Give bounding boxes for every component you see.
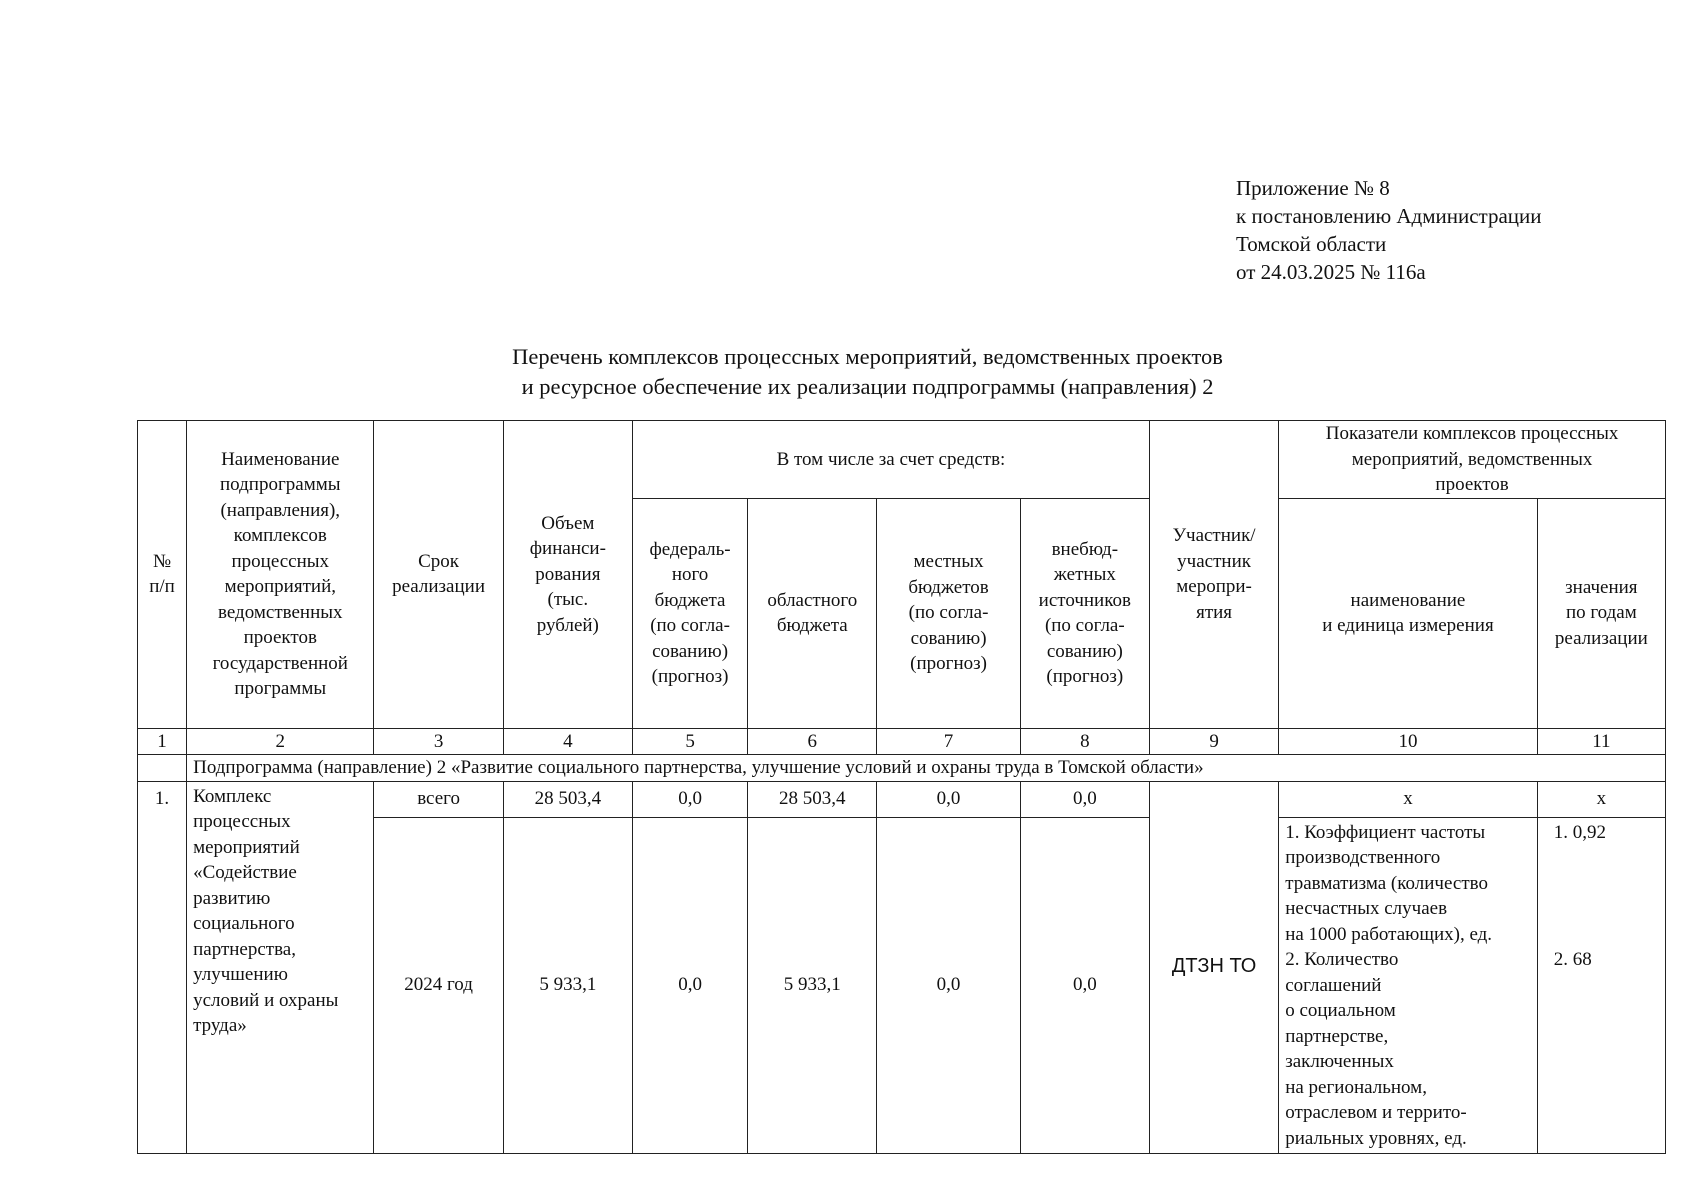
header-col-regional [748, 498, 877, 728]
column-number: 11 [1537, 728, 1665, 754]
text-line: (по согла- [650, 615, 730, 636]
total-volume: 28 503,4 [503, 781, 632, 817]
header-col-local [877, 498, 1020, 728]
text-line: сованию) [1046, 640, 1123, 662]
column-number: 1 [138, 728, 187, 754]
text-line: ного [671, 564, 709, 585]
column-number: 6 [748, 728, 877, 754]
total-period: всего [374, 781, 503, 817]
text-line: финанси- [529, 538, 606, 559]
text-line: сованию) [910, 627, 987, 649]
header-col-volume [503, 421, 632, 729]
year-volume: 5 933,1 [503, 817, 632, 1153]
text-line: бюджетов [908, 576, 989, 598]
column-number: 7 [877, 728, 1020, 754]
indicator-values [1537, 817, 1665, 1153]
text-line: программы [234, 678, 327, 700]
appendix-line-3: Томской области [1236, 232, 1387, 256]
text-line: Срок [418, 550, 460, 572]
text-line: проектов [1435, 474, 1509, 495]
text-line: государственной [212, 652, 348, 674]
text-line: местных [913, 551, 984, 573]
text-line: областного [767, 589, 858, 611]
text-line: (прогноз) [1046, 666, 1124, 687]
text-line: отраслевом и террито- [1285, 1102, 1467, 1123]
text-line: Наименование [221, 448, 340, 470]
text-line: на 1000 работающих), ед. [1285, 923, 1493, 945]
total-indicator: х [1279, 781, 1538, 817]
appendix-line-4: от 24.03.2025 № 116а [1236, 260, 1426, 284]
column-number: 8 [1020, 728, 1149, 754]
text-line: № [152, 550, 172, 572]
header-col-indicator-values [1537, 498, 1665, 728]
text-line: развитию [193, 887, 271, 909]
text-line: меропри- [1176, 576, 1252, 598]
text-line: условий и охраны [193, 989, 339, 1011]
text-line: Комплекс [193, 785, 272, 807]
text-line: (по согла- [1044, 615, 1125, 636]
header-group-funding: В том числе за счет средств: [632, 421, 1149, 499]
text-line: рублей) [536, 614, 599, 636]
text-line: Показатели комплексов процессных [1325, 423, 1619, 444]
text-line: внебюд- [1051, 538, 1119, 560]
indicator-value-1: 1. 0,92 [1553, 821, 1606, 843]
total-federal: 0,0 [632, 781, 747, 817]
column-number: 4 [503, 728, 632, 754]
text-line: сованию) [652, 640, 729, 662]
indicator-value-spacer [1552, 845, 1663, 947]
text-line: реализации [392, 576, 485, 598]
header-col-federal [632, 498, 747, 728]
column-number: 3 [374, 728, 503, 754]
text-line: комплексов [233, 525, 327, 547]
text-line: (прогноз) [910, 653, 987, 675]
text-line: подпрограммы [220, 474, 341, 496]
column-number: 10 [1279, 728, 1538, 754]
text-line: улучшению [193, 964, 288, 985]
header-col-participant [1149, 421, 1278, 729]
text-line: о социальном [1285, 1000, 1396, 1021]
subprogram-row [138, 754, 1666, 781]
text-line: Объем [541, 512, 595, 534]
header-group-indicators [1279, 421, 1666, 499]
text-line: ведомственных [218, 601, 343, 623]
text-line: наименование [1350, 589, 1466, 611]
text-line: труда» [193, 1015, 247, 1036]
year-local: 0,0 [877, 817, 1020, 1153]
year-regional: 5 933,1 [748, 817, 877, 1153]
text-line: (направления), [220, 499, 341, 521]
text-line: (по согла- [908, 602, 989, 624]
text-line: по годам [1565, 602, 1637, 624]
text-line: п/п [149, 576, 175, 598]
total-local: 0,0 [877, 781, 1020, 817]
title-line-1: Перечень комплексов процессных мероприятий, ведомственных проектов [512, 344, 1223, 369]
text-line: мероприятий, [224, 576, 336, 598]
text-line: производственного [1285, 847, 1441, 868]
text-line: значения [1565, 576, 1638, 598]
appendix-line-2: к постановлению Администрации [1236, 204, 1542, 228]
indicator-names [1279, 817, 1538, 1153]
text-line: Участник/ [1172, 525, 1256, 547]
year-period: 2024 год [374, 817, 503, 1153]
text-line: источников [1038, 589, 1131, 611]
text-line: травматизма (количество [1285, 872, 1488, 894]
column-numbers-row [138, 728, 1666, 754]
subprogram-title: Подпрограмма (направление) 2 «Развитие социального партнерства, улучшение условий и охраны труда в Томской области» [187, 754, 1666, 781]
appendix-block [1236, 174, 1542, 286]
total-indicator-value: х [1537, 781, 1665, 817]
appendix-line-1: Приложение № 8 [1236, 176, 1390, 200]
column-number: 5 [632, 728, 747, 754]
header-row-1 [138, 421, 1666, 499]
text-line: «Содействие [193, 862, 297, 883]
text-line: и единица измерения [1322, 615, 1494, 636]
text-line: бюджета [776, 615, 848, 636]
text-line: риальных уровнях, ед. [1285, 1127, 1467, 1149]
row-number: 1. [138, 781, 187, 1153]
text-line: процессных [193, 811, 291, 832]
year-federal: 0,0 [632, 817, 747, 1153]
text-line: жетных [1053, 564, 1116, 585]
text-line: на региональном, [1285, 1076, 1427, 1098]
text-line: 2. Количество [1285, 949, 1399, 970]
text-line: соглашений [1285, 974, 1382, 996]
text-line: 1. Коэффициент частоты [1285, 821, 1486, 843]
text-line: социального [193, 913, 295, 934]
text-line: рования [535, 563, 601, 585]
text-line: проектов [243, 627, 317, 649]
header-col-period [374, 421, 503, 729]
total-regional: 28 503,4 [748, 781, 877, 817]
text-line: заключенных [1285, 1051, 1394, 1072]
text-line: участник [1177, 550, 1251, 572]
header-col-indicator-name [1279, 498, 1538, 728]
table-row-total [138, 781, 1666, 817]
text-line: процессных [231, 550, 330, 572]
header-col-name [187, 421, 374, 729]
text-line: партнерства, [193, 938, 296, 960]
text-line: (тыс. [547, 589, 589, 610]
indicator-value-2: 2. 68 [1553, 949, 1592, 970]
text-line: реализации [1554, 627, 1648, 649]
year-extrabudget: 0,0 [1020, 817, 1149, 1153]
participant-cell: ДТЗН ТО [1149, 781, 1278, 1153]
activity-name [187, 781, 374, 1153]
column-number: 9 [1149, 728, 1278, 754]
title-line-2: и ресурсное обеспечение их реализации подпрограммы (направления) 2 [521, 374, 1214, 399]
column-number: 2 [187, 728, 374, 754]
text-line: мероприятий [193, 836, 300, 858]
text-line: бюджета [654, 589, 726, 611]
text-line: федераль- [649, 538, 731, 560]
text-line: ятия [1196, 601, 1233, 623]
header-col-extrabudget [1020, 498, 1149, 728]
activities-table [137, 420, 1666, 1154]
header-col-number [138, 421, 187, 729]
text-line: несчастных случаев [1285, 898, 1448, 919]
subprogram-number-cell [138, 754, 187, 781]
document-title [0, 342, 1698, 402]
text-line: партнерстве, [1285, 1025, 1389, 1047]
text-line: мероприятий, ведомственных [1351, 448, 1593, 470]
total-extrabudget: 0,0 [1020, 781, 1149, 817]
text-line: (прогноз) [651, 666, 729, 687]
